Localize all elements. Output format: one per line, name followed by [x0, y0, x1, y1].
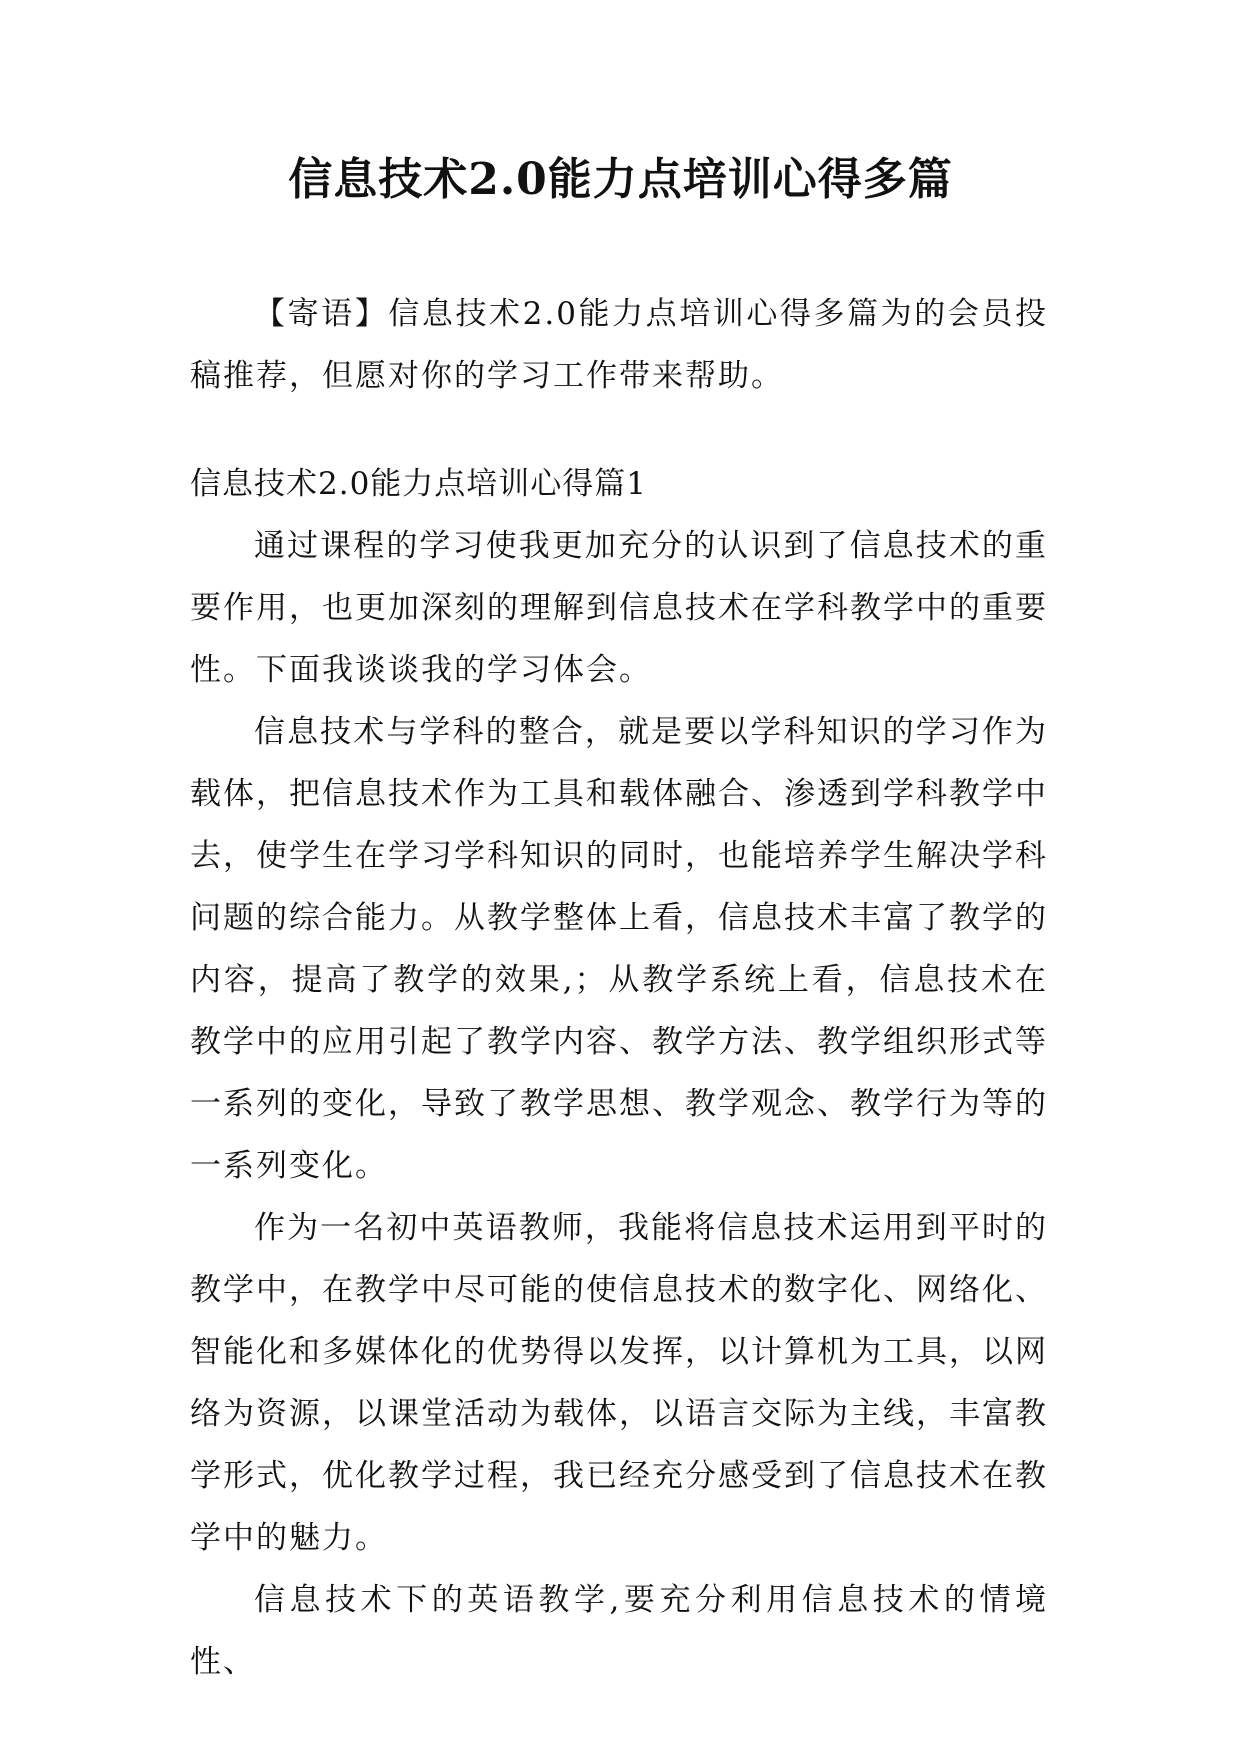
body-paragraph: 信息技术与学科的整合，就是要以学科知识的学习作为载体，把信息技术作为工具和载体融合、渗透到学科教学中去，使学生在学习学科知识的同时，也能培养学生解决学科问题的综合能力。从教学整体上看，信息技术丰富了教学的内容，提高了教学的效果,；从教学系统上看，信息技术在教学中的应用引起了教学内容、教学方法、教学组织形式等一系列的变化，导致了教学思想、教学观念、教学行为等的一系列变化。	[190, 714, 1048, 1184]
document-title: 信息技术2.0能力点培训心得多篇	[288, 154, 953, 205]
section-heading: 信息技术2.0能力点培训心得篇1	[190, 466, 648, 502]
body-paragraph: 通过课程的学习使我更加充分的认识到了信息技术的重要作用，也更加深刻的理解到信息技术在学科教学中的重要性。下面我谈谈我的学习体会。	[190, 528, 1048, 688]
document-body	[190, 283, 1048, 1693]
body-paragraph: 作为一名初中英语教师，我能将信息技术运用到平时的教学中，在教学中尽可能的使信息技术的数字化、网络化、智能化和多媒体化的优势得以发挥，以计算机为工具，以网络为资源，以课堂活动为载体，以语言交际为主线，丰富教学形式，优化教学过程，我已经充分感受到了信息技术在教学中的魅力。	[190, 1210, 1048, 1556]
body-paragraph: 信息技术下的英语教学,要充分利用信息技术的情境性、	[190, 1582, 1048, 1680]
foreword-paragraph: 【寄语】信息技术2.0能力点培训心得多篇为的会员投稿推荐，但愿对你的学习工作带来帮助。	[190, 296, 1048, 394]
